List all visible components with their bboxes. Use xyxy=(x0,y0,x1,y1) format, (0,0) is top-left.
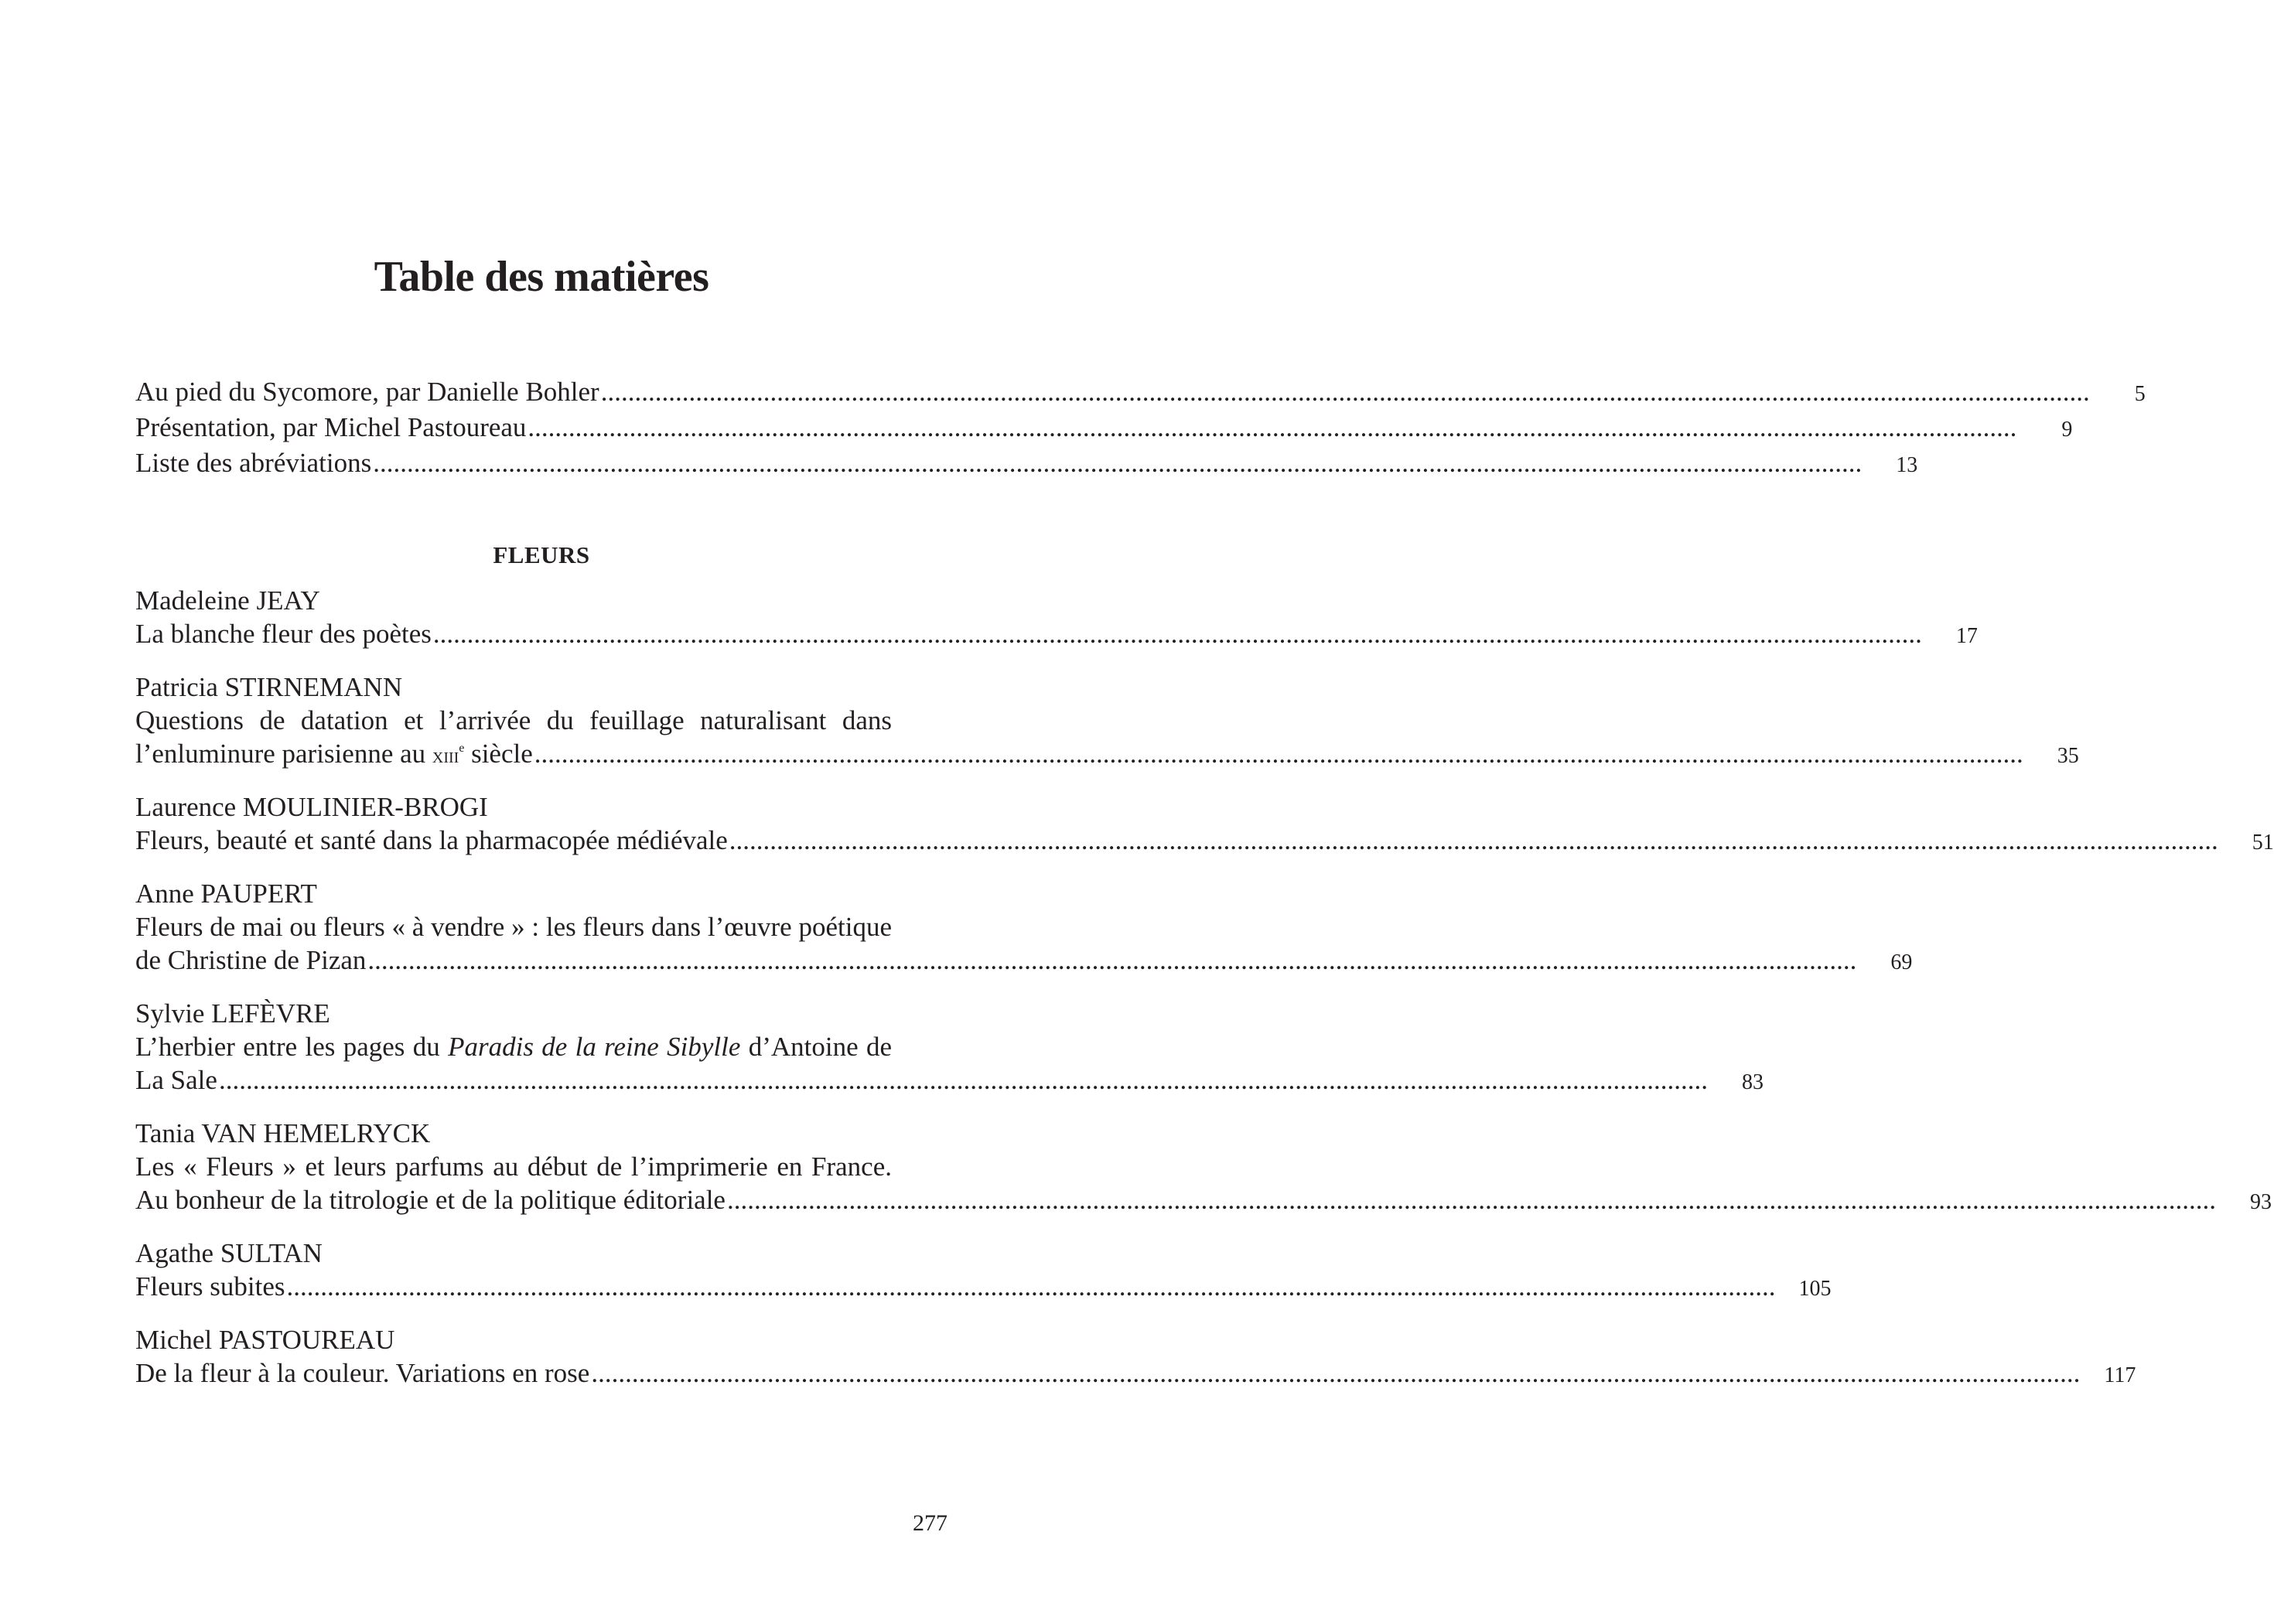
dot-leader: ............................................................................................................................................................................................................................ xyxy=(367,945,1857,975)
toc-line-text: Présentation, par Michel Pastoureau xyxy=(135,412,527,442)
toc-entry xyxy=(135,1323,2136,1392)
century-suffix: e xyxy=(459,741,465,755)
page-ref: 5 xyxy=(2134,382,2146,406)
entry-title: La blanche fleur des poètes xyxy=(135,619,432,649)
toc-line-front xyxy=(135,446,1918,482)
entry-title-part: siècle xyxy=(464,739,533,769)
entry-title xyxy=(135,737,533,773)
dot-leader: ............................................................................................................................................................................................................................ xyxy=(373,448,1863,478)
dot-leader: ............................................................................................................................................................................................................................ xyxy=(534,739,2023,769)
entry-author: Agathe SULTAN xyxy=(135,1238,323,1268)
page-ref: 93 xyxy=(2249,1190,2272,1214)
page-number: 277 xyxy=(913,1510,947,1536)
toc-line-text: Liste des abréviations xyxy=(135,448,372,478)
entry-title: Fleurs, beauté et santé dans la pharmacopée médiévale xyxy=(135,825,728,855)
page-ref: 35 xyxy=(2057,744,2079,768)
dot-leader: ............................................................................................................................................................................................................................ xyxy=(432,619,1922,649)
entry-title: Fleurs subites xyxy=(135,1271,285,1302)
dot-leader: ............................................................................................................................................................................................................................ xyxy=(729,825,2218,855)
dot-leader: ............................................................................................................................................................................................................................ xyxy=(286,1271,1776,1302)
toc-entry xyxy=(135,670,2079,773)
page-ref: 17 xyxy=(1955,624,1978,648)
toc-line-front xyxy=(135,411,2073,446)
toc-entry xyxy=(135,1237,1832,1305)
entry-author: Laurence MOULINIER-BROGI xyxy=(135,792,488,822)
page-ref: 51 xyxy=(2252,831,2274,855)
century-numeral: xiii xyxy=(432,743,459,768)
toc-line-front xyxy=(135,375,2146,411)
dot-leader: ............................................................................................................................................................................................................................ xyxy=(218,1065,1708,1095)
toc-line xyxy=(135,1183,2272,1219)
page-ref: 83 xyxy=(1741,1070,1764,1094)
toc-entry xyxy=(135,877,1913,979)
dot-leader: ............................................................................................................................................................................................................................ xyxy=(726,1185,2216,1215)
toc-entry xyxy=(135,584,1978,653)
page-ref: 117 xyxy=(2104,1363,2136,1387)
entry-title: de Christine de Pizan xyxy=(135,945,367,975)
entry-author: Tania VAN HEMELRYCK xyxy=(135,1118,431,1148)
entry-title-part: L’herbier entre les pages du xyxy=(135,1032,449,1062)
entry-author: Michel PASTOUREAU xyxy=(135,1325,395,1355)
toc-line xyxy=(135,1063,1764,1099)
entry-author: Patricia STIRNEMANN xyxy=(135,672,403,702)
toc-line-text: Au pied du Sycomore, par Danielle Bohler xyxy=(135,377,599,407)
toc-line xyxy=(135,1270,1832,1305)
toc-line xyxy=(135,1356,2136,1392)
page-ref: 69 xyxy=(1890,950,1913,974)
toc-line xyxy=(135,824,2274,859)
entry-title: Au bonheur de la titrologie et de la politique éditoriale xyxy=(135,1185,726,1215)
entry-title-line xyxy=(135,1030,892,1063)
entry-title-line: Fleurs de mai ou fleurs « à vendre » : les fleurs dans l’œuvre poétique xyxy=(135,912,892,942)
page-ref: 105 xyxy=(1798,1277,1832,1301)
entry-title: La Sale xyxy=(135,1065,217,1095)
entry-title-part: l’enluminure parisienne au xyxy=(135,739,432,769)
work-title-italic: Paradis de la reine Sibylle xyxy=(448,1032,741,1062)
entry-title-line: Les « Fleurs » et leurs parfums au début de l’imprimerie en France. xyxy=(135,1151,892,1182)
entry-title: De la fleur à la couleur. Variations en rose xyxy=(135,1358,590,1388)
page-ref: 13 xyxy=(1896,453,1918,477)
toc-line xyxy=(135,943,1913,979)
entry-author: Sylvie LEFÈVRE xyxy=(135,998,330,1029)
entry-author: Madeleine JEAY xyxy=(135,585,320,616)
entry-title-part: d’Antoine de xyxy=(740,1032,892,1062)
section-entries xyxy=(135,584,2274,1410)
toc-entry xyxy=(135,790,2274,859)
toc-entry xyxy=(135,1117,2272,1219)
entry-author: Anne PAUPERT xyxy=(135,879,317,909)
front-matter-list xyxy=(135,375,2146,482)
toc-line xyxy=(135,737,2079,773)
entry-title-line: Questions de datation et l’arrivée du feuillage naturalisant dans xyxy=(135,705,892,735)
section-heading: FLEURS xyxy=(493,541,590,568)
dot-leader: ............................................................................................................................................................................................................................ xyxy=(528,412,2017,442)
toc-entry xyxy=(135,997,1764,1099)
dot-leader: ............................................................................................................................................................................................................................ xyxy=(591,1358,2081,1388)
page-title: Table des matières xyxy=(374,253,709,301)
page-ref: 9 xyxy=(2061,418,2073,442)
dot-leader: ............................................................................................................................................................................................................................ xyxy=(600,377,2090,407)
toc-line xyxy=(135,617,1978,653)
